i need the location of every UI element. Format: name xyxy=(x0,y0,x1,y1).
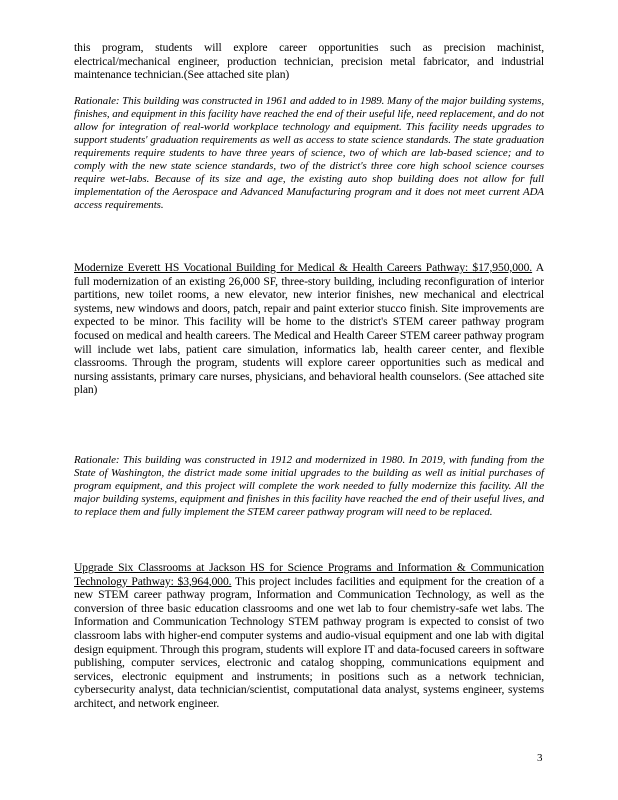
project-description: A full modernization of an existing 26,000 SF, three-story building, including reconfiguration of interior partitions, new toilet rooms, a new elevator, new interior finishes, new mechanical and electrical systems, new windows and doors, patch, repair and paint exterior stucco finish. Site improvements are expected to be minor. This facility will be home to the district's STEM career pathway program focused on medical and health careers. The Medical and Health Career STEM career pathway program will include wet labs, patient care simulation, informatics lab, health career center, and flexible classrooms. Through the program, students will explore career opportunities such as medical and nursing assistants, primary care nurses, physicians, and behavioral health counselors. (See attached site plan) xyxy=(74,261,544,397)
rationale-text: Rationale: This building was constructed in 1961 and added to in 1989. Many of the major building systems, finishes, and equipment in this facility have reached the end of their useful life, need replacement, and do not allow for integration of real-world workplace technology and equipment. This facility needs upgrades to support students' graduation requirements as well as access to state science standards. The state graduation requirements require students to have three years of science, two of which are lab-based science; and to comply with the new state science standards, two of the district's three core high school science courses require wet-labs. Because of its size and age, the existing auto shop building does not allow for full implementation of the Aerospace and Advanced Manufacturing program and it does not meet current ADA access requirements. xyxy=(74,95,544,211)
project-paragraph-jackson xyxy=(74,561,544,711)
paragraph-text: this program, students will explore career opportunities such as precision machinist, electrical/mechanical engineer, production technician, precision metal fabricator, and industrial maintenance technician.(See attached site plan) xyxy=(74,41,544,82)
project-title: Modernize Everett HS Vocational Building for Medical & Health Careers Pathway: $17,950,000. xyxy=(74,261,533,274)
project-description: This project includes facilities and equipment for the creation of a new STEM career pathway program, Information and Communication Technology, as well as the conversion of three basic education classrooms and one wet lab to four chemistry-safe wet labs. The Information and Communication Technology STEM pathway program is expected to consist of two classroom labs with higher-end computer systems and audio-visual equipment and one lab with digital design equipment. Through this program, students will explore IT and data-focused careers in software publishing, computer services, electronic and catalog shopping, communications equipment and services, electronic equipment and instruments; in positions such as a network technician, cybersecurity analyst, data technician/scientist, computational data analyst, systems engineer, systems architect, and network engineer. xyxy=(74,574,544,710)
pathway-paragraph-continued xyxy=(74,41,544,82)
project-paragraph-everett xyxy=(74,261,544,397)
rationale-paragraph xyxy=(74,95,544,212)
project-title: Upgrade Six Classrooms at Jackson HS for Science Programs and Information & Communication Technology Pathway: $3,964,000. xyxy=(74,561,544,588)
rationale-paragraph xyxy=(74,454,544,519)
page-number: 3 xyxy=(537,752,543,764)
rationale-text: Rationale: This building was constructed in 1912 and modernized in 1980. In 2019, with funding from the State of Washington, the district made some initial upgrades to the building as well as initial purchases of program equipment, and this project will complete the work needed to fully modernize this facility. All the major building systems, equipment and finishes in this facility have reached the end of their useful lives, and to replace them and fully implement the STEM career pathway program will need to be replaced. xyxy=(74,454,544,518)
